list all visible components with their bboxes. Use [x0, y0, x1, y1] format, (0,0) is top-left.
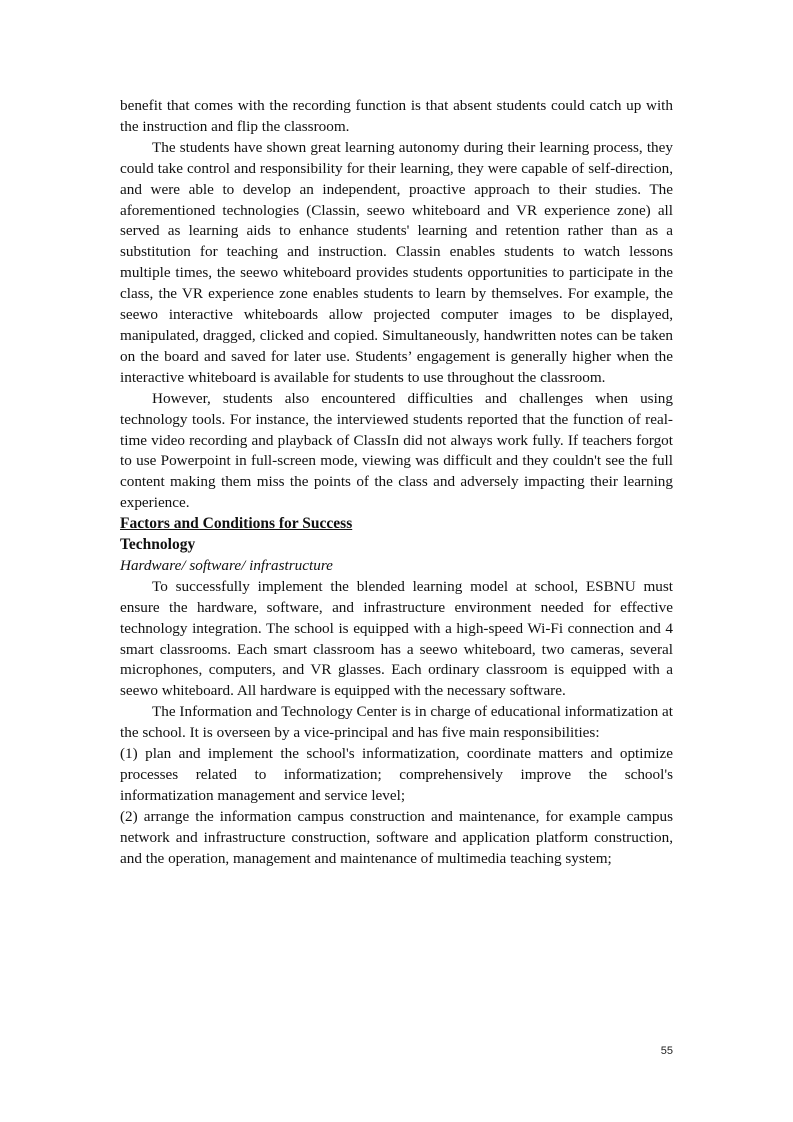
paragraph-difficulties: However, students also encountered difficulties and challenges when using technology tools. For instance, the interviewed students reported that the function of real-time video recording and playback of ClassIn did not always work fully. If teachers forgot to use Powerpoint in full-screen mode, viewing was difficult and they couldn't see the full content making them miss the points of the class and adversely impacting their learning experience. — [120, 389, 673, 512]
paragraph-learning-autonomy: The students have shown great learning autonomy during their learning process, they could take control and responsibility for their learning, they were capable of self-direction, and were able to develop an independent, proactive approach to their studies. The aforementioned technologies (Classin, seewo whiteboard and VR experience zone) all served as learning aids to enhance students' learning and retention rather than as a substitution for teaching and instruction. Classin enables students to watch lessons multiple times, the seewo whiteboard provides students opportunities to participate in the class, the VR experience zone enables students to learn by themselves. For example, the seewo interactive whiteboards allow projected computer images to be displayed, manipulated, dragged, clicked and copied. Simultaneously, handwritten notes can be taken on the board and saved for later use. Students’ engagement is generally higher when the interactive whiteboard is available for students to use throughout the classroom. — [120, 138, 673, 386]
subheading-technology: Technology — [120, 536, 196, 554]
page-number: 55 — [660, 1045, 673, 1057]
document-page — [120, 96, 673, 870]
paragraph-continuation: benefit that comes with the recording function is that absent students could catch up with the instruction and flip the classroom. — [120, 97, 673, 135]
paragraph-it-center: The Information and Technology Center is in charge of educational informatization at the school. It is overseen by a vice-principal and has five main responsibilities: — [120, 703, 673, 742]
subsubheading-hardware: Hardware/ software/ infrastructure — [120, 556, 333, 574]
paragraph-infrastructure: To successfully implement the blended learning model at school, ESBNU must ensure the hardware, software, and infrastructure environment needed for effective technology integration. The school is equipped with a high-speed Wi-Fi connection and 4 smart classrooms. Each smart classroom has a seewo whiteboard, two cameras, several microphones, computers, and VR glasses. Each ordinary classroom is equipped with a seewo whiteboard. All hardware is equipped with the necessary software. — [120, 577, 673, 700]
list-item-responsibility-2: (2) arrange the information campus construction and maintenance, for example campus network and infrastructure construction, software and application platform construction, and the operation, management and maintenance of multimedia teaching system; — [120, 807, 673, 867]
list-item-responsibility-1: (1) plan and implement the school's informatization, coordinate matters and optimize processes related to informatization; comprehensively improve the school's informatization management and service level; — [120, 745, 673, 804]
section-title: Factors and Conditions for Success — [120, 515, 353, 533]
